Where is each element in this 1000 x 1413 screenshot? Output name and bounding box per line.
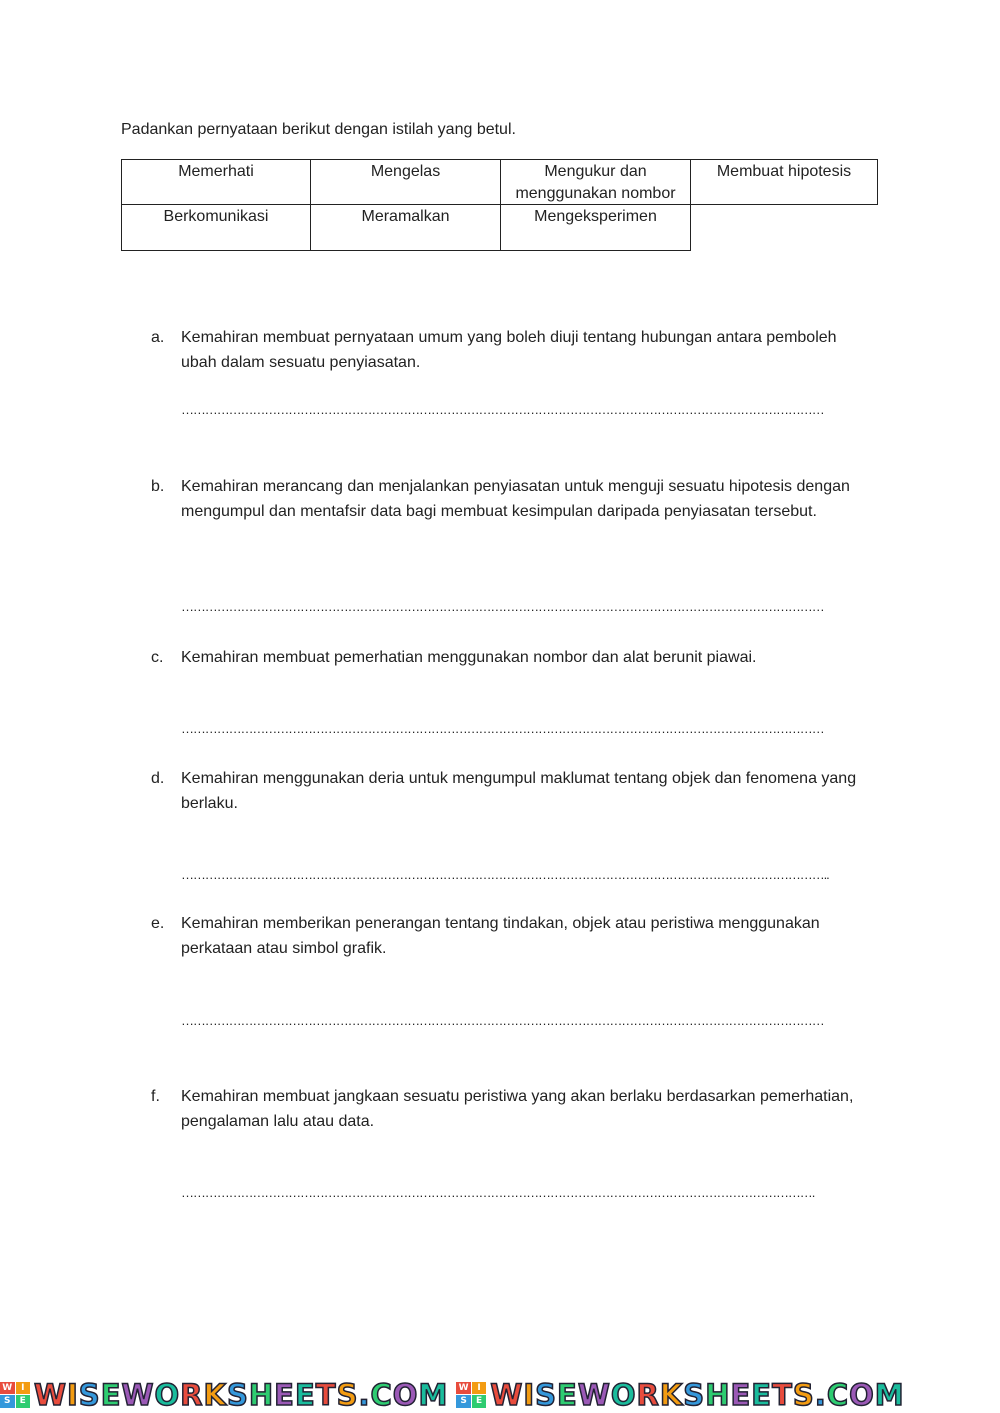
- wordmark-letter: .: [814, 1377, 827, 1412]
- answer-line-f[interactable]: …………………………………………………………………………………………………………………………………………….: [181, 1185, 815, 1200]
- question-c: [151, 646, 871, 671]
- wordmark-letter: O: [610, 1377, 637, 1412]
- term-cell: Mengeksperimen: [500, 204, 691, 251]
- question-letter: d.: [151, 770, 165, 787]
- question-text: Kemahiran membuat pernyataan umum yang boleh diuji tentang hubungan antara pemboleh ubah dalam sesuatu penyiasatan.: [181, 329, 837, 371]
- wordmark-letter: E: [274, 1377, 295, 1412]
- question-text: Kemahiran menggunakan deria untuk mengumpul maklumat tentang objek dan fenomena yang berlaku.: [181, 770, 857, 812]
- question-letter: f.: [151, 1088, 160, 1105]
- question-text: Kemahiran memberikan penerangan tentang tindakan, objek atau peristiwa menggunakan perkataan atau simbol grafik.: [181, 915, 820, 957]
- answer-line-b[interactable]: ………………………………………………………………………………………………………………………………………………: [181, 599, 824, 614]
- wordmark-letter: S: [683, 1377, 706, 1412]
- instruction-text: Padankan pernyataan berikut dengan istilah yang betul.: [121, 121, 516, 138]
- wordmark-letter: O: [392, 1377, 419, 1412]
- wordmark-letter: O: [849, 1377, 875, 1412]
- question-letter: e.: [151, 915, 165, 932]
- badge-letter: I: [472, 1382, 487, 1395]
- wordmark-letter: W: [121, 1377, 155, 1412]
- wordmark-letter: S: [792, 1377, 815, 1412]
- term-cell: Memerhati: [121, 159, 311, 205]
- badge-letter: S: [0, 1395, 15, 1408]
- question-text: Kemahiran membuat pemerhatian menggunakan nombor dan alat berunit piawai.: [181, 649, 757, 666]
- wordmark-letter: H: [248, 1377, 275, 1412]
- wordmark-letter: M: [874, 1377, 905, 1412]
- wordmark-letter: S: [535, 1377, 557, 1412]
- wordmark-letter: C: [826, 1377, 850, 1412]
- answer-line-d[interactable]: ………………………………………………………………………………………………………………………………………………..: [181, 867, 829, 882]
- wordmark-letter: M: [418, 1377, 449, 1412]
- wordmark-letter: I: [67, 1377, 79, 1412]
- term-cell: Berkomunikasi: [121, 204, 311, 251]
- brand-logo: [0, 1378, 448, 1412]
- wordmark-letter: S: [226, 1377, 249, 1412]
- badge-letter: W: [456, 1382, 471, 1395]
- question-letter: a.: [151, 329, 165, 346]
- wordmark-letter: E: [557, 1377, 578, 1412]
- badge-letter: S: [456, 1395, 471, 1408]
- wordmark-letter: W: [577, 1377, 611, 1412]
- question-letter: b.: [151, 478, 165, 495]
- wordmark: [490, 1378, 904, 1412]
- wordmark-letter: W: [34, 1377, 67, 1412]
- badge-letter: I: [16, 1382, 31, 1395]
- term-cell: Mengukur dan menggunakan nombor: [500, 159, 691, 205]
- term-cell: Mengelas: [310, 159, 501, 205]
- question-a: [151, 326, 871, 375]
- wordmark-letter: K: [659, 1377, 684, 1412]
- wordmark-letter: E: [751, 1377, 773, 1412]
- wordmark-letter: R: [636, 1377, 660, 1412]
- question-b: [151, 475, 871, 524]
- wordmark-letter: W: [490, 1377, 524, 1412]
- question-e: [151, 912, 871, 961]
- term-cell: Membuat hipotesis: [690, 159, 878, 205]
- wordmark-letter: K: [203, 1377, 227, 1412]
- wordmark-letter: H: [705, 1377, 731, 1412]
- wordmark-letter: S: [336, 1377, 359, 1412]
- question-d: [151, 767, 871, 816]
- question-letter: c.: [151, 649, 164, 666]
- answer-line-c[interactable]: ………………………………………………………………………………………………………………………………………………: [181, 721, 824, 736]
- question-text: Kemahiran membuat jangkaan sesuatu peristiwa yang akan berlaku berdasarkan pemerhatian, pengalaman lalu atau data.: [181, 1088, 854, 1130]
- term-cell: Meramalkan: [310, 204, 501, 251]
- badge-letter: E: [16, 1395, 31, 1408]
- wordmark-letter: I: [523, 1377, 536, 1412]
- wordmark-letter: R: [180, 1377, 204, 1412]
- wordmark-letter: C: [370, 1377, 393, 1412]
- badge-letter: E: [472, 1395, 487, 1408]
- answer-line-e[interactable]: ………………………………………………………………………………………………………………………………………………: [181, 1013, 824, 1028]
- wordmark-letter: E: [730, 1377, 752, 1412]
- brand-logo: [456, 1378, 904, 1412]
- wordmark-letter: T: [772, 1377, 793, 1412]
- answer-line-a[interactable]: ………………………………………………………………………………………………………………………………………………: [181, 402, 824, 417]
- wordmark-letter: E: [294, 1377, 316, 1412]
- question-text: Kemahiran merancang dan menjalankan penyiasatan untuk menguji sesuatu hipotesis dengan mengumpul dan mentafsir data bagi membuat kesimpulan daripada penyiasatan tersebut.: [181, 478, 850, 520]
- wordmark-letter: T: [315, 1377, 337, 1412]
- wordmark: [34, 1378, 448, 1412]
- wise-badge-icon: [0, 1382, 30, 1408]
- wordmark-letter: .: [358, 1377, 371, 1412]
- wordmark-letter: E: [100, 1377, 122, 1412]
- wise-badge-icon: [456, 1382, 486, 1408]
- wordmark-letter: S: [78, 1377, 101, 1412]
- question-f: [151, 1085, 871, 1134]
- wordmark-letter: O: [154, 1377, 181, 1412]
- badge-letter: W: [0, 1382, 15, 1395]
- footer-branding: [0, 1376, 1000, 1413]
